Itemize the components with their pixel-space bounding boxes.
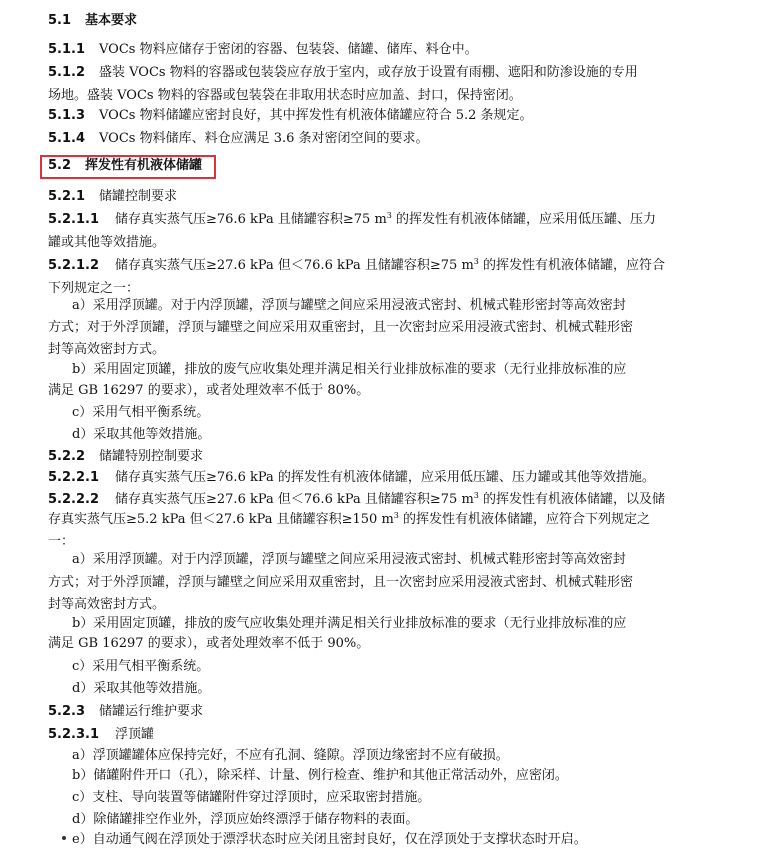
line-text: 封等高效密封方式。 [48, 597, 166, 612]
section-number: 5.2.1.1 [48, 212, 99, 227]
section-number: 5.1.2 [48, 65, 86, 80]
document-line [72, 766, 568, 786]
document-line [48, 256, 665, 276]
section-number: 5.2.2 [48, 449, 86, 464]
section-number: 5.1 [48, 13, 72, 28]
line-text: 方式；对于外浮顶罐，浮顶与罐壁之间应采用双重密封，且一次密封应采用浸液式密封、机械式鞋形密 [48, 575, 634, 590]
line-text: c）采用气相平衡系统。 [72, 659, 210, 674]
line-text-tail: 的挥发性有机液体储罐，应采用低压罐、压力 [391, 212, 657, 227]
line-text: 封等高效密封方式。 [48, 342, 166, 357]
line-text: a）采用浮顶罐。对于内浮顶罐，浮顶与罐壁之间应采用浸液式密封、机械式鞋形密封等高效密封 [72, 298, 626, 313]
document-line [48, 11, 137, 31]
document-line [48, 340, 165, 360]
line-text: 满足 GB 16297 的要求），或者处理效率不低于 90%。 [48, 636, 370, 651]
line-text: b）采用固定顶罐，排放的废气应收集处理并满足相关行业排放标准的要求（无行业排放标准的应 [72, 616, 627, 631]
document-line [72, 296, 626, 316]
document-line [48, 447, 203, 467]
section-number: 5.2 [48, 158, 72, 173]
document-line [48, 468, 655, 488]
document-line [48, 573, 633, 593]
line-text: e）自动通气阀在浮顶处于漂浮状态时应关闭且密封良好，仅在浮顶处于支撑状态时开启。 [72, 832, 587, 847]
superscript: 3 [473, 491, 479, 500]
line-text: d）除储罐排空作业外，浮顶应始终漂浮于储存物料的表面。 [72, 812, 419, 827]
line-text: 储存真实蒸气压≥27.6 kPa 但＜76.6 kPa 且储罐容积≥75 m [115, 492, 474, 507]
document-line [48, 156, 202, 176]
line-text: b）储罐附件开口（孔），除采样、计量、例行检查、维护和其他正常活动外，应密闭。 [72, 768, 568, 783]
document-line [48, 318, 633, 338]
section-number: 5.2.3.1 [48, 727, 99, 742]
line-text: 存真实蒸气压≥5.2 kPa 但＜27.6 kPa 且储罐容积≥150 m [48, 512, 394, 527]
line-text: 罐或其他等效措施。 [48, 235, 166, 250]
document-line [72, 746, 509, 766]
line-text: VOCs 物料应储存于密闭的容器、包装袋、储罐、储库、料仓中。 [99, 42, 478, 57]
line-text-tail: 的挥发性有机液体储罐，应符合 [478, 258, 666, 273]
document-line [72, 657, 209, 677]
document-line [72, 550, 626, 570]
line-text: a）采用浮顶罐。对于内浮顶罐，浮顶与罐壁之间应采用浸液式密封、机械式鞋形密封等高效密封 [72, 552, 626, 567]
document-line [48, 63, 638, 83]
document-line [72, 425, 210, 445]
superscript: 3 [386, 211, 392, 220]
section-number: 5.2.1.2 [48, 258, 99, 273]
line-text: 盛装 VOCs 物料的容器或包装袋应存放于室内，或存放于设置有雨棚、遮阳和防渗设施的专用 [99, 65, 638, 80]
document-line [48, 634, 369, 654]
superscript: 3 [393, 511, 399, 520]
line-text: VOCs 物料储库、料仓应满足 3.6 条对密闭空间的要求。 [99, 131, 429, 146]
document-line [72, 830, 587, 850]
document-line [72, 679, 210, 699]
line-text: 储罐控制要求 [99, 189, 178, 204]
document-line [48, 233, 165, 253]
page-number-mark [62, 836, 66, 840]
document-line [48, 490, 665, 510]
section-number: 5.2.3 [48, 704, 86, 719]
document-line [72, 810, 418, 830]
line-text: c）采用气相平衡系统。 [72, 405, 210, 420]
line-text: b）采用固定顶罐，排放的废气应收集处理并满足相关行业排放标准的要求（无行业排放标准的应 [72, 362, 627, 377]
line-text: 下列规定之一： [48, 281, 140, 296]
line-text: 储存真实蒸气压≥27.6 kPa 但＜76.6 kPa 且储罐容积≥75 m [115, 258, 474, 273]
section-number: 5.1.3 [48, 108, 86, 123]
section-number: 5.1.1 [48, 42, 86, 57]
document-line [48, 210, 656, 230]
document-line [48, 40, 478, 60]
line-text: d）采取其他等效措施。 [72, 681, 211, 696]
document-line [48, 381, 369, 401]
document-line [48, 532, 74, 552]
document-line [48, 510, 650, 530]
document-line [72, 403, 209, 423]
line-text: 场地。盛装 VOCs 物料的容器或包装袋在非取用状态时应加盖、封口，保持密闭。 [48, 88, 522, 103]
line-text: 浮顶罐 [115, 727, 155, 742]
line-text: 储存真实蒸气压≥76.6 kPa 且储罐容积≥75 m [115, 212, 387, 227]
superscript: 3 [473, 257, 479, 266]
section-number: 5.2.2.2 [48, 492, 99, 507]
line-text: VOCs 物料储罐应密封良好，其中挥发性有机液体储罐应符合 5.2 条规定。 [99, 108, 533, 123]
section-number: 5.2.1 [48, 189, 86, 204]
document-line [48, 187, 177, 207]
line-text: 方式；对于外浮顶罐，浮顶与罐壁之间应采用双重密封，且一次密封应采用浸液式密封、机械式鞋形密 [48, 320, 634, 335]
document-line [48, 129, 429, 149]
line-text: 储罐特别控制要求 [99, 449, 204, 464]
section-number: 5.1.4 [48, 131, 86, 146]
line-text: 储存真实蒸气压≥76.6 kPa 的挥发性有机液体储罐，应采用低压罐、压力罐或其他等效措施。 [115, 470, 655, 485]
line-text: 储罐运行维护要求 [99, 704, 204, 719]
section-number: 5.2.2.1 [48, 470, 99, 485]
line-text: 一： [48, 534, 75, 549]
document-line [48, 595, 165, 615]
document-line [48, 86, 522, 106]
document-line [48, 106, 533, 126]
document-line [72, 360, 626, 380]
document-line [48, 725, 154, 745]
document-line [72, 788, 430, 808]
document-line [48, 702, 203, 722]
line-text-tail: 的挥发性有机液体储罐，应符合下列规定之 [398, 512, 651, 527]
line-text: a）浮顶罐罐体应保持完好，不应有孔洞、缝隙。浮顶边缘密封不应有破损。 [72, 748, 509, 763]
document-line [72, 614, 626, 634]
line-text-tail: 的挥发性有机液体储罐，以及储 [478, 492, 666, 507]
section-heading: 挥发性有机液体储罐 [85, 158, 203, 173]
line-text: 满足 GB 16297 的要求），或者处理效率不低于 80%。 [48, 383, 370, 398]
section-heading: 基本要求 [85, 13, 138, 28]
line-text: d）采取其他等效措施。 [72, 427, 211, 442]
line-text: c）支柱、导向装置等储罐附件穿过浮顶时，应采取密封措施。 [72, 790, 431, 805]
